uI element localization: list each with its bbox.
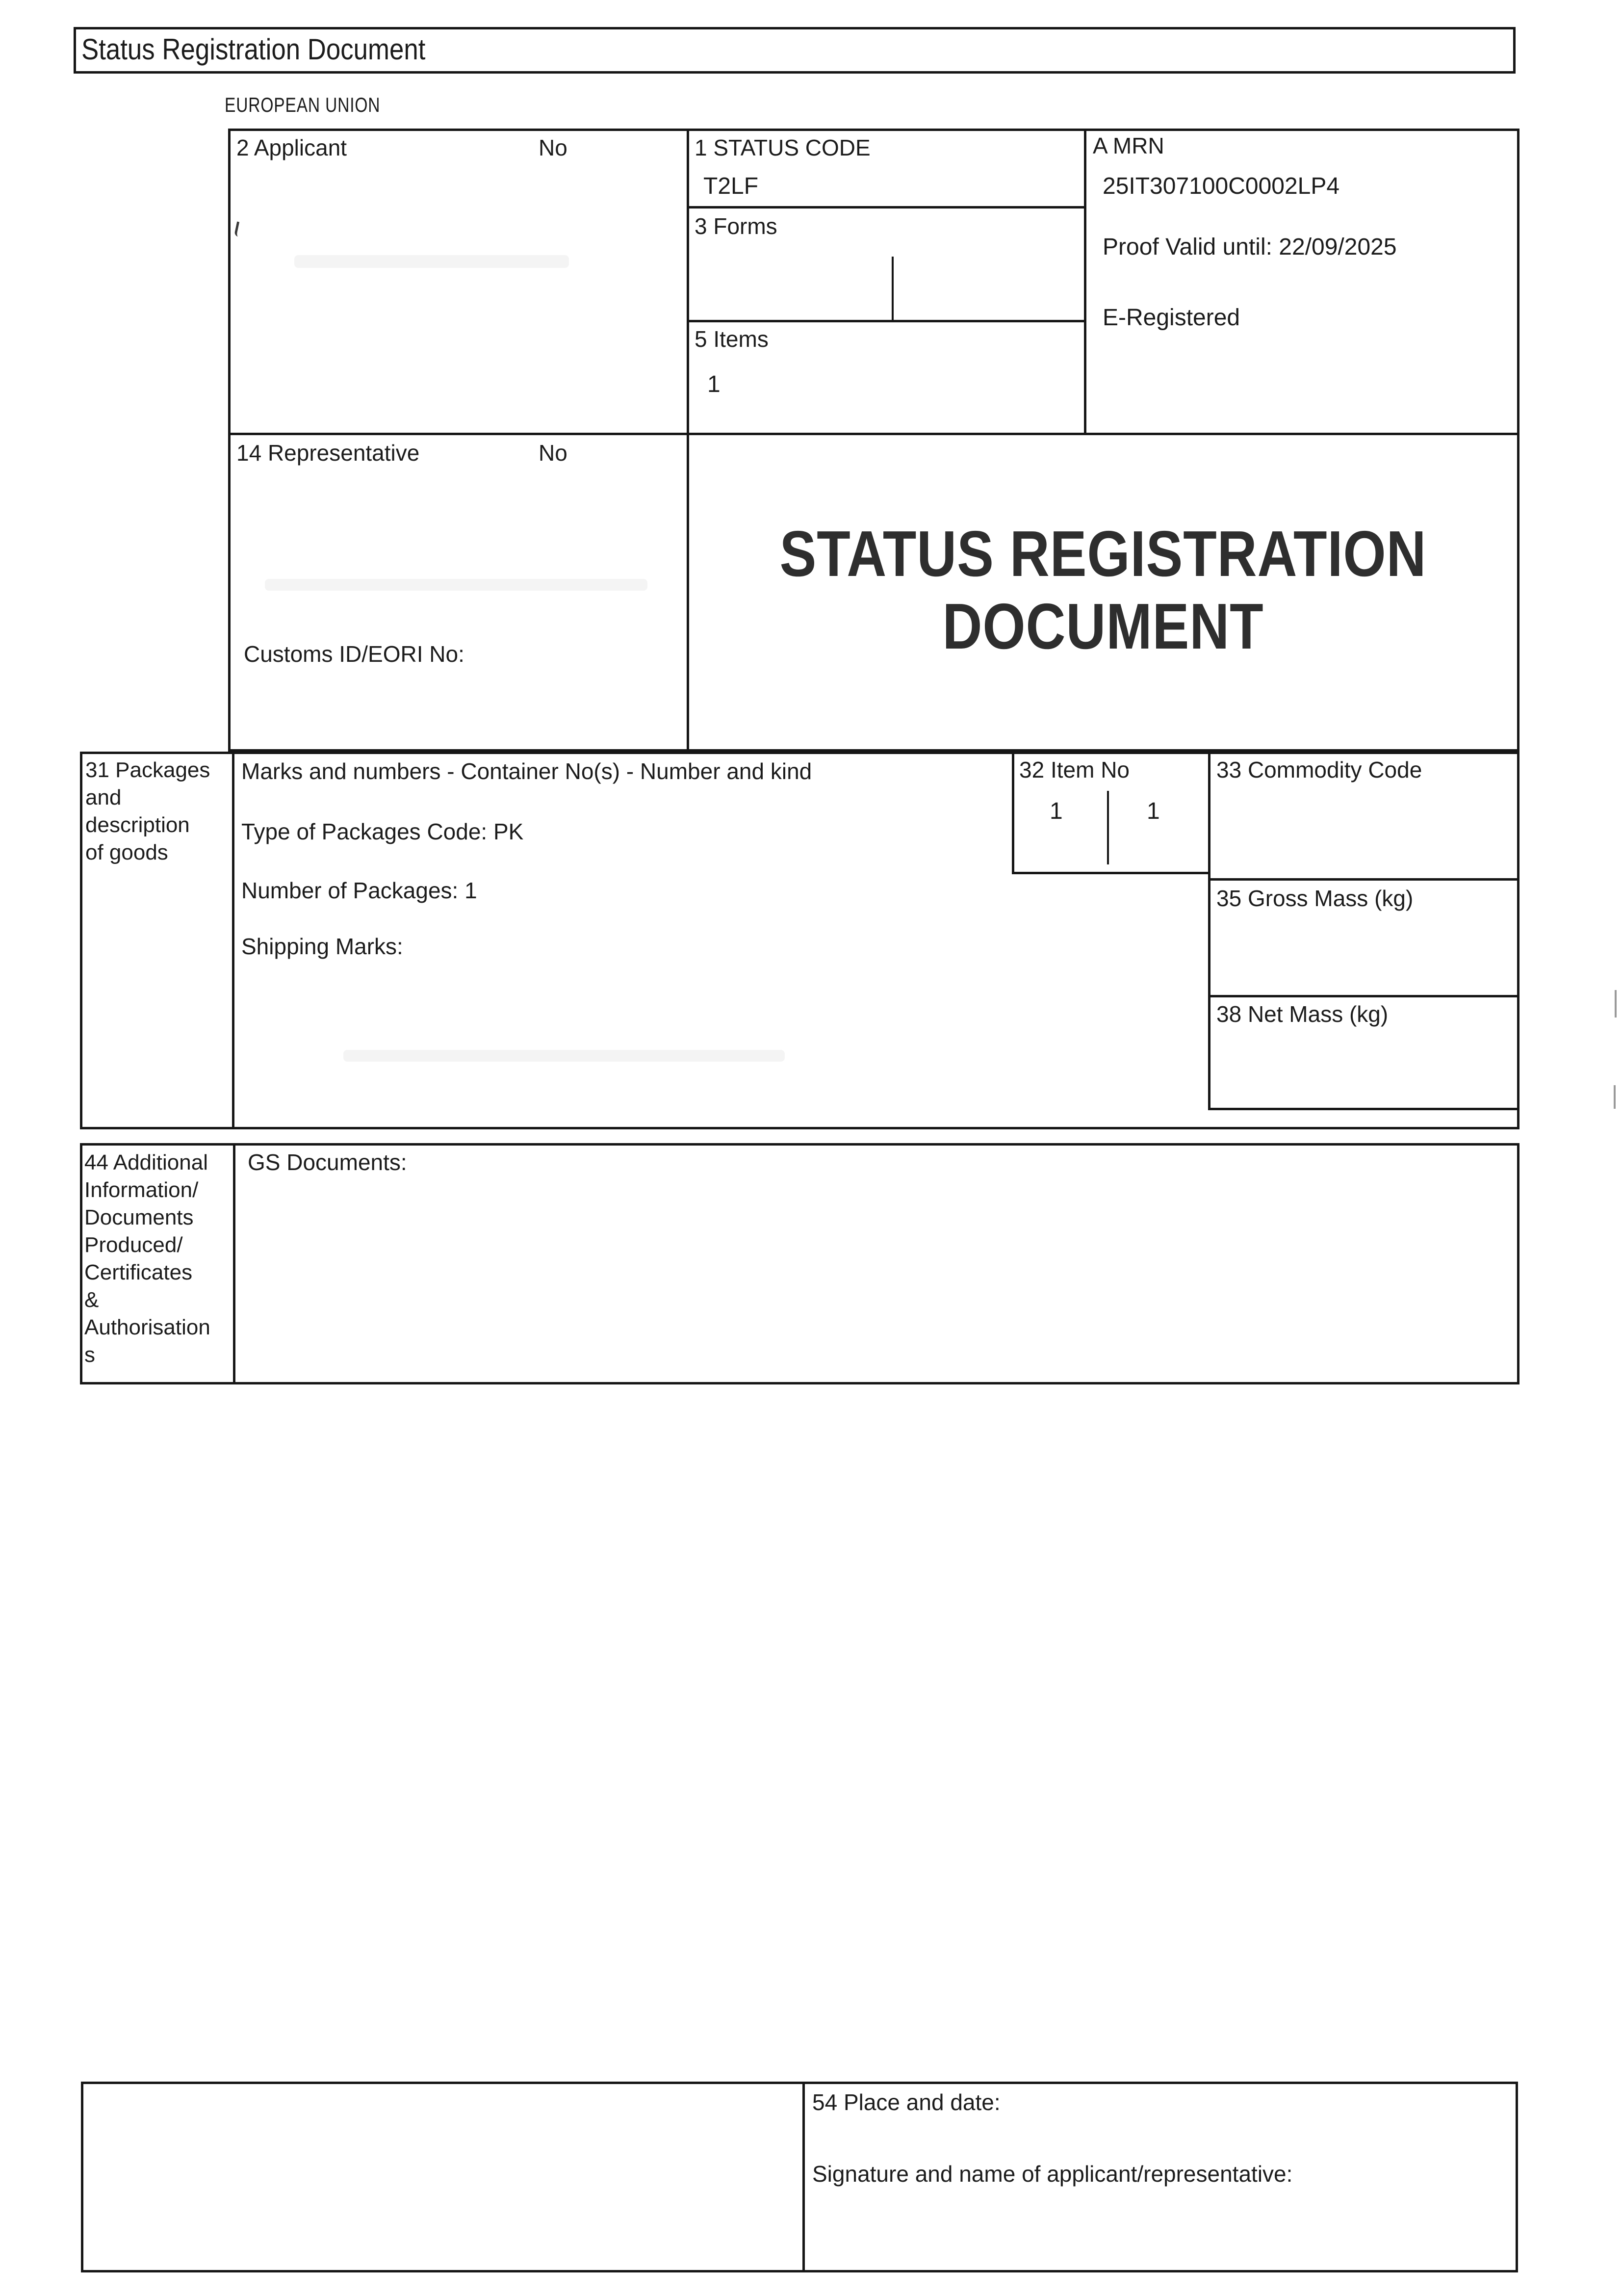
gs-documents-label: GS Documents: — [248, 1149, 407, 1175]
packages-label — [85, 757, 210, 866]
item-no-box-bottom-border — [1012, 872, 1210, 874]
marks-header: Marks and numbers - Container No(s) - Number and kind — [241, 758, 812, 784]
shipping-marks: Shipping Marks: — [241, 934, 403, 959]
scan-artifact-edge-tick — [1615, 990, 1617, 1018]
packages-label-line: and — [85, 785, 122, 809]
document-title-box — [687, 433, 1519, 752]
additional-info-divider — [233, 1143, 235, 1384]
additional-info-label-line: Documents — [84, 1205, 194, 1229]
forms-label: 3 Forms — [695, 213, 777, 239]
items-label: 5 Items — [695, 326, 769, 352]
customs-id-label: Customs ID/EORI No: — [244, 641, 464, 667]
applicant-box — [228, 129, 689, 435]
applicant-flag: No — [539, 135, 567, 160]
type-of-packages: Type of Packages Code: PK — [241, 819, 524, 844]
representative-box — [228, 433, 689, 752]
packages-label-divider — [232, 752, 234, 1129]
gross-mass-label: 35 Gross Mass (kg) — [1216, 886, 1414, 911]
scan-smudge — [294, 255, 569, 268]
packages-label-line: description — [85, 813, 190, 837]
additional-info-label — [84, 1149, 210, 1369]
additional-info-label-line: s — [84, 1343, 95, 1367]
signature-name-label: Signature and name of applicant/representative: — [812, 2161, 1293, 2187]
commodity-gross-divider — [1208, 878, 1519, 881]
scan-smudge — [265, 579, 647, 591]
items-value: 1 — [707, 371, 721, 397]
scan-smudge — [343, 1050, 785, 1062]
additional-info-label-line: & — [84, 1288, 99, 1312]
mrn-proof-valid: Proof Valid until: 22/09/2025 — [1103, 234, 1397, 260]
document-title-line2: DOCUMENT — [942, 590, 1264, 662]
additional-info-label-line: Authorisation — [84, 1315, 210, 1339]
forms-divider-line — [892, 257, 894, 320]
item-no-box-left-border — [1012, 752, 1014, 874]
place-and-date-label: 54 Place and date: — [812, 2089, 1001, 2115]
additional-info-label-line: Produced/ — [84, 1233, 183, 1257]
mrn-label: A MRN — [1093, 133, 1164, 158]
representative-flag: No — [539, 440, 567, 466]
european-union-label: EUROPEAN UNION — [225, 93, 381, 116]
additional-info-label-line: 44 Additional — [84, 1150, 208, 1174]
mrn-value: 25IT307100C0002LP4 — [1103, 173, 1340, 199]
status-code-value: T2LF — [703, 173, 759, 199]
representative-label: 14 Representative — [236, 440, 420, 466]
additional-info-label-line: Certificates — [84, 1260, 193, 1284]
packages-label-line: of goods — [85, 840, 168, 864]
mrn-registration-status: E-Registered — [1103, 305, 1240, 331]
packages-label-line: 31 Packages — [85, 758, 210, 782]
item-no-divider-line — [1107, 791, 1109, 864]
item-no-value-right: 1 — [1147, 798, 1160, 824]
gross-net-divider — [1208, 995, 1519, 997]
document-title-line1: STATUS REGISTRATION — [779, 518, 1427, 590]
signature-left-box — [81, 2082, 805, 2272]
applicant-label: 2 Applicant — [236, 135, 347, 160]
net-mass-label: 38 Net Mass (kg) — [1216, 1001, 1389, 1027]
item-no-value-left: 1 — [1050, 798, 1063, 824]
commodity-code-label: 33 Commodity Code — [1216, 757, 1422, 783]
net-mass-bottom-border — [1208, 1108, 1519, 1110]
item-no-label: 32 Item No — [1019, 757, 1130, 783]
status-code-label: 1 STATUS CODE — [695, 135, 871, 160]
scan-artifact-edge-tick — [1614, 1085, 1616, 1109]
mass-column-left-border — [1208, 752, 1210, 1110]
additional-info-box — [80, 1143, 1519, 1384]
number-of-packages: Number of Packages: 1 — [241, 878, 477, 903]
additional-info-label-line: Information/ — [84, 1178, 199, 1202]
form-title: Status Registration Document — [81, 33, 426, 66]
